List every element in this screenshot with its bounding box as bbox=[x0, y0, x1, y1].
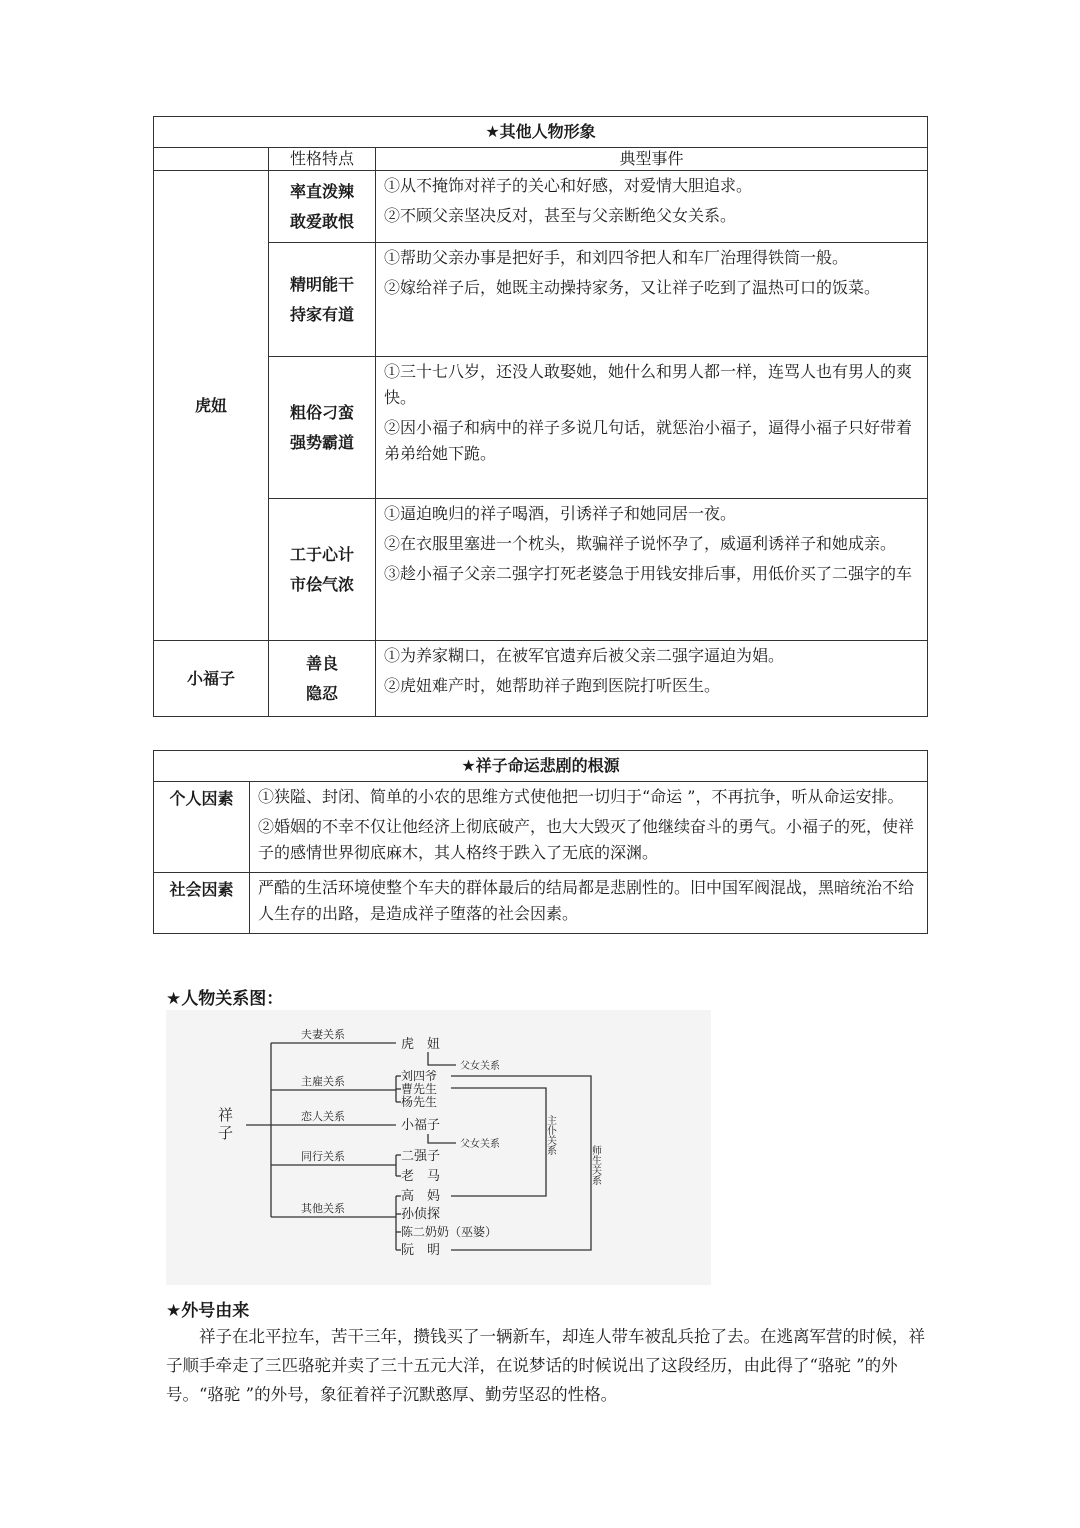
event-item: ②虎妞难产时，她帮助祥子跑到医院打听医生。 bbox=[384, 676, 721, 695]
trait-cell bbox=[269, 357, 376, 499]
events-cell bbox=[376, 243, 928, 357]
factor-paragraph: ①狭隘、封闭、简单的小农的思维方式使他把一切归于“命运 ”，不再抗争，听从命运安排。 bbox=[258, 787, 904, 806]
event-item: ①从不掩饰对祥子的关心和好感，对爱情大胆追求。 bbox=[384, 176, 753, 195]
person-name: 二强子 bbox=[401, 1149, 441, 1164]
person-name: 老 马 bbox=[401, 1169, 441, 1184]
factor-paragraph: 严酷的生活环境使整个车夫的群体最后的结局都是悲剧性的。旧中国军阀混战，黑暗统治不给人生存的出路，是造成祥子堕落的社会因素。 bbox=[258, 878, 915, 923]
relation-label: 夫妻关系 bbox=[301, 1028, 345, 1041]
diagram-heading: ★人物关系图： bbox=[166, 989, 284, 1009]
factor-label: 个人因素 bbox=[154, 782, 250, 873]
person-name: 小福子 bbox=[401, 1118, 441, 1133]
trait-cell bbox=[269, 499, 376, 641]
person-name: 高 妈 bbox=[401, 1189, 441, 1204]
other-characters-table bbox=[153, 116, 928, 717]
trait-line: 市侩气浓 bbox=[289, 574, 354, 594]
event-item: ①帮助父亲办事是把好手，和刘四爷把人和车厂治理得铁筒一般。 bbox=[384, 248, 849, 267]
trait-line: 持家有道 bbox=[289, 304, 354, 324]
events-cell bbox=[376, 499, 928, 641]
nickname-paragraph: 祥子在北平拉车，苦干三年，攒钱买了一辆新车，却连人带车被乱兵抢了去。在逃离军营的时候，祥子顺手牵走了三匹骆驼并卖了三十五元大洋，在说梦话的时候说出了这段经历，由此得了“骆驼 ”的外号。“骆驼 ”的外号，象征着祥子沉默憨厚、勤劳坚忍的性格。 bbox=[166, 1327, 925, 1404]
event-item: ②嫁给祥子后，她既主动操持家务，又让祥子吃到了温热可口的饭菜。 bbox=[384, 278, 881, 297]
table-title: ★祥子命运悲剧的根源 bbox=[154, 751, 928, 782]
person-name: 刘四爷 bbox=[401, 1069, 438, 1083]
event-item: ①三十七八岁，还没人敢娶她，她什么和男人都一样，连骂人也有男人的爽快。 bbox=[384, 362, 913, 407]
trait-line: 隐忍 bbox=[305, 683, 338, 703]
character-name: 虎妞 bbox=[154, 171, 269, 641]
trait-line: 敢爱敢恨 bbox=[289, 211, 354, 231]
event-item: ①逼迫晚归的祥子喝酒，引诱祥子和她同居一夜。 bbox=[384, 504, 737, 523]
table-title: ★其他人物形象 bbox=[154, 117, 928, 148]
trait-line: 工于心计 bbox=[289, 544, 354, 564]
character-name: 小福子 bbox=[154, 641, 269, 717]
factor-label: 社会因素 bbox=[154, 873, 250, 934]
header-events: 典型事件 bbox=[376, 148, 928, 171]
sub-relation-label: 主仆关系 bbox=[544, 1115, 556, 1155]
nickname-heading: ★外号由来 bbox=[166, 1301, 250, 1321]
relationship-diagram bbox=[166, 1010, 711, 1285]
events-cell bbox=[376, 171, 928, 243]
trait-cell bbox=[269, 243, 376, 357]
event-item: ②因小福子和病中的祥子多说几句话，就惩治小福子，逼得小福子只好带着弟弟给她下跪。 bbox=[384, 418, 913, 463]
person-name: 阮 明 bbox=[401, 1243, 441, 1258]
events-cell bbox=[376, 641, 928, 717]
header-traits: 性格特点 bbox=[269, 148, 376, 171]
events-cell bbox=[376, 357, 928, 499]
factor-text bbox=[250, 782, 928, 873]
sub-relation-label: 父女关系 bbox=[460, 1061, 500, 1072]
trait-line: 强势霸道 bbox=[289, 432, 354, 452]
relation-label: 同行关系 bbox=[301, 1150, 345, 1163]
sub-relation-label: 父女关系 bbox=[460, 1139, 500, 1150]
person-name: 虎 妞 bbox=[401, 1037, 441, 1052]
person-name: 曹先生 bbox=[401, 1082, 438, 1096]
event-item: ②在衣服里塞进一个枕头，欺骗祥子说怀孕了，威逼利诱祥子和她成亲。 bbox=[384, 534, 897, 553]
trait-line: 粗俗刁蛮 bbox=[289, 402, 354, 422]
event-item: ①为养家糊口，在被军官遗弃后被父亲二强字逼迫为娼。 bbox=[384, 646, 785, 665]
trait-line: 善良 bbox=[305, 653, 338, 673]
root-name: 子 bbox=[218, 1124, 234, 1142]
person-name: 杨先生 bbox=[401, 1095, 438, 1109]
relation-label: 其他关系 bbox=[301, 1202, 345, 1215]
person-name: 陈二奶奶（巫婆） bbox=[401, 1225, 498, 1239]
factor-text bbox=[250, 873, 928, 934]
event-item: ②不顾父亲坚决反对，甚至与父亲断绝父女关系。 bbox=[384, 206, 737, 225]
person-name: 孙侦探 bbox=[401, 1207, 441, 1222]
trait-line: 率直泼辣 bbox=[289, 181, 354, 201]
trait-cell bbox=[269, 171, 376, 243]
trait-cell bbox=[269, 641, 376, 717]
tragedy-roots-table bbox=[153, 750, 928, 934]
event-item: ③趁小福子父亲二强字打死老婆急于用钱安排后事，用低价买了二强字的车 bbox=[384, 564, 913, 583]
trait-line: 精明能干 bbox=[289, 274, 354, 294]
relation-label: 恋人关系 bbox=[301, 1110, 345, 1123]
relation-label: 主雇关系 bbox=[301, 1075, 345, 1088]
root-name: 祥 bbox=[218, 1106, 234, 1124]
header-blank bbox=[154, 148, 269, 171]
factor-paragraph: ②婚姻的不幸不仅让他经济上彻底破产，也大大毁灭了他继续奋斗的勇气。小福子的死，使祥子的感情世界彻底麻木，其人格终于跌入了无底的深渊。 bbox=[258, 817, 915, 862]
sub-relation-label: 师生关系 bbox=[589, 1145, 601, 1185]
